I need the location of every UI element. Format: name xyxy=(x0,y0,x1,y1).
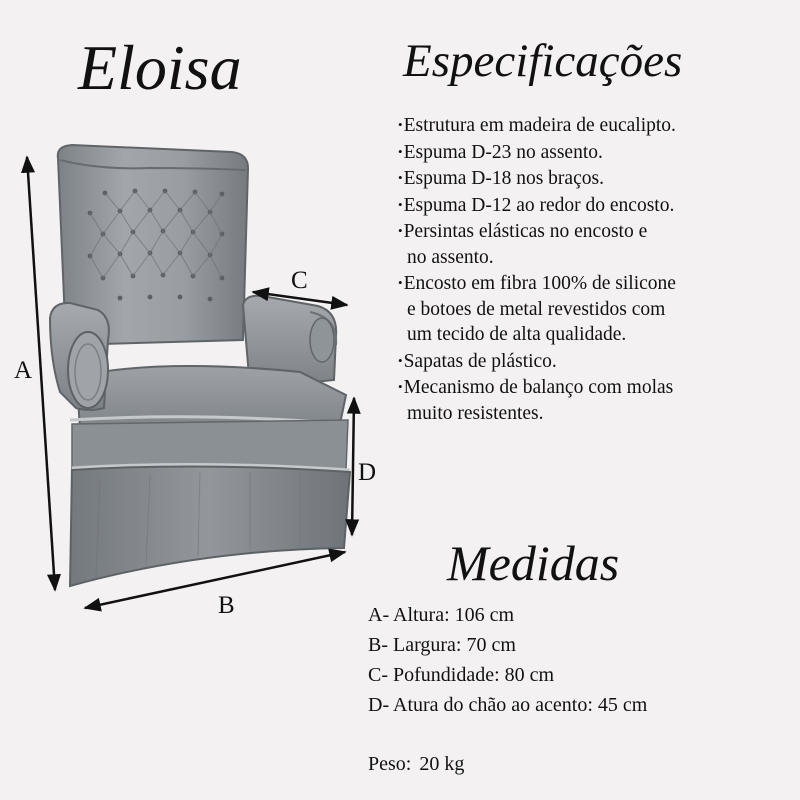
dimension-label-c: C xyxy=(291,267,308,294)
weight-value: 20 kg xyxy=(419,753,465,775)
bullet-icon: • xyxy=(398,223,403,238)
specification-text-continued: muito resistentes. xyxy=(407,402,544,424)
specification-text-continued: um tecido de alta qualidade. xyxy=(407,324,627,345)
measure-height: A- Altura: 106 cm xyxy=(368,604,515,626)
product-title: Eloisa xyxy=(78,32,242,103)
bullet-icon: • xyxy=(398,170,403,185)
specification-text: Sapatas de plástico. xyxy=(403,350,557,372)
bullet-icon: • xyxy=(398,379,403,394)
specification-text: Persintas elásticas no encosto e xyxy=(403,221,648,242)
specification-item xyxy=(398,374,798,426)
bullet-icon: • xyxy=(398,275,403,290)
dimension-label-a: A xyxy=(14,357,33,384)
specifications-title: Especificações xyxy=(403,35,683,87)
armchair-left-arm xyxy=(50,303,109,410)
specification-text: Encosto em fibra 100% de silicone xyxy=(403,273,676,294)
specification-item xyxy=(398,192,798,219)
specification-text: Espuma D-12 ao redor do encosto. xyxy=(403,194,675,216)
measures-list xyxy=(368,600,647,720)
specification-item xyxy=(398,270,798,348)
bullet-icon: • xyxy=(398,143,403,159)
specification-text: Mecanismo de balanço com molas xyxy=(403,377,674,398)
specification-text-continued: no assento. xyxy=(407,246,494,268)
weight-line xyxy=(368,753,464,776)
bullet-icon: • xyxy=(398,196,403,212)
specification-text-continued: e botoes de metal revestidos com xyxy=(407,298,666,320)
specification-item xyxy=(398,165,798,192)
dimension-label-b: B xyxy=(218,592,235,619)
specification-text: Espuma D-23 no assento. xyxy=(403,141,603,163)
measure-seat-height: D- Atura do chão ao acento: 45 cm xyxy=(368,694,648,716)
armchair-seat xyxy=(70,366,350,472)
bullet-icon: • xyxy=(398,117,403,132)
measure-width: B- Largura: 70 cm xyxy=(368,634,516,656)
bullet-icon: • xyxy=(398,352,403,368)
dimension-label-d: D xyxy=(358,459,377,486)
specification-text: Estrutura em madeira de eucalipto. xyxy=(403,115,676,136)
armchair-skirt xyxy=(70,466,350,586)
measure-depth: C- Pofundidade: 80 cm xyxy=(368,664,555,686)
specification-text: Espuma D-18 nos braços. xyxy=(403,168,604,189)
specification-item xyxy=(398,112,798,139)
weight-label: Peso: xyxy=(368,753,412,775)
measures-title: Medidas xyxy=(447,535,620,591)
arrow-d-seat-height xyxy=(352,398,354,535)
specification-item xyxy=(398,348,798,375)
specifications-list xyxy=(398,112,798,426)
specification-item xyxy=(398,139,798,166)
specification-item xyxy=(398,218,798,270)
